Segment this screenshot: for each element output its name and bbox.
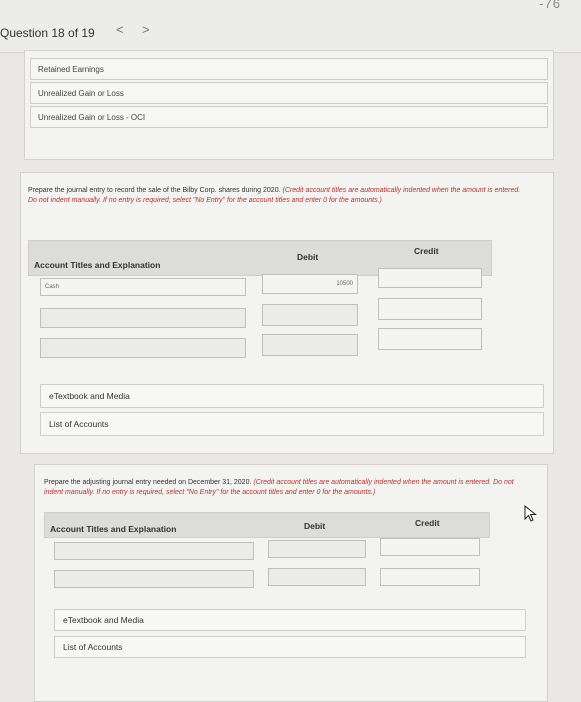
- journal-2-col-debit: Debit: [304, 521, 326, 531]
- journal-2-list-of-accounts-link[interactable]: List of Accounts: [54, 636, 526, 658]
- option-retained-earnings[interactable]: Retained Earnings: [30, 58, 548, 80]
- journal-2-debit-input[interactable]: [268, 568, 366, 586]
- journal-2-col-account: Account Titles and Explanation: [50, 524, 177, 534]
- question-counter: Question 18 of 19: [0, 26, 95, 40]
- journal-1-credit-input[interactable]: [378, 268, 482, 288]
- journal-1-etextbook-link[interactable]: eTextbook and Media: [40, 384, 544, 408]
- journal-2-credit-input[interactable]: [380, 538, 480, 556]
- journal-2-account-input[interactable]: [54, 542, 254, 560]
- journal-1-debit-input[interactable]: [262, 304, 358, 326]
- previous-question-icon[interactable]: <: [116, 22, 124, 37]
- mouse-cursor-icon: [524, 505, 538, 523]
- journal-1-col-debit: Debit: [297, 252, 319, 262]
- journal-1-debit-input[interactable]: [262, 334, 358, 356]
- journal-1-col-credit: Credit: [414, 246, 439, 256]
- journal-1-debit-input[interactable]: 10500: [262, 274, 358, 294]
- journal-1-account-input[interactable]: [40, 338, 246, 358]
- journal-1-credit-input[interactable]: [378, 328, 482, 350]
- question-header: [0, 0, 581, 53]
- journal-2-etextbook-link[interactable]: eTextbook and Media: [54, 609, 526, 631]
- journal-2-instructions: Prepare the adjusting journal entry needed on December 31, 2020. (Credit account titles are automatically indented when the amount is entered. Do not indent manually. If no entry is required, select "No Entry" for the account titles and enter 0 for the amounts.): [44, 479, 514, 496]
- journal-1-list-of-accounts-link[interactable]: List of Accounts: [40, 412, 544, 436]
- journal-1-account-input[interactable]: Cash: [40, 278, 246, 296]
- journal-1-account-input[interactable]: [40, 308, 246, 328]
- journal-2-account-input[interactable]: [54, 570, 254, 588]
- journal-2-debit-input[interactable]: [268, 540, 366, 558]
- score-indicator: -76: [539, 0, 561, 11]
- journal-1-col-account: Account Titles and Explanation: [34, 260, 161, 270]
- option-unrealized-gain-loss[interactable]: Unrealized Gain or Loss: [30, 82, 548, 104]
- journal-2-credit-input[interactable]: [380, 568, 480, 586]
- journal-2-col-credit: Credit: [415, 518, 440, 528]
- next-question-icon[interactable]: >: [142, 22, 150, 37]
- journal-1-instructions: Prepare the journal entry to record the sale of the Bilby Corp. shares during 2020. (Credit account titles are automatically indented when the amount is entered. Do not indent manually. If no entry is required, select "No Entry" for the account titles and enter 0 for the amounts.): [28, 187, 521, 204]
- journal-1-credit-input[interactable]: [378, 298, 482, 320]
- option-unrealized-gain-loss-oci[interactable]: Unrealized Gain or Loss - OCI: [30, 106, 548, 128]
